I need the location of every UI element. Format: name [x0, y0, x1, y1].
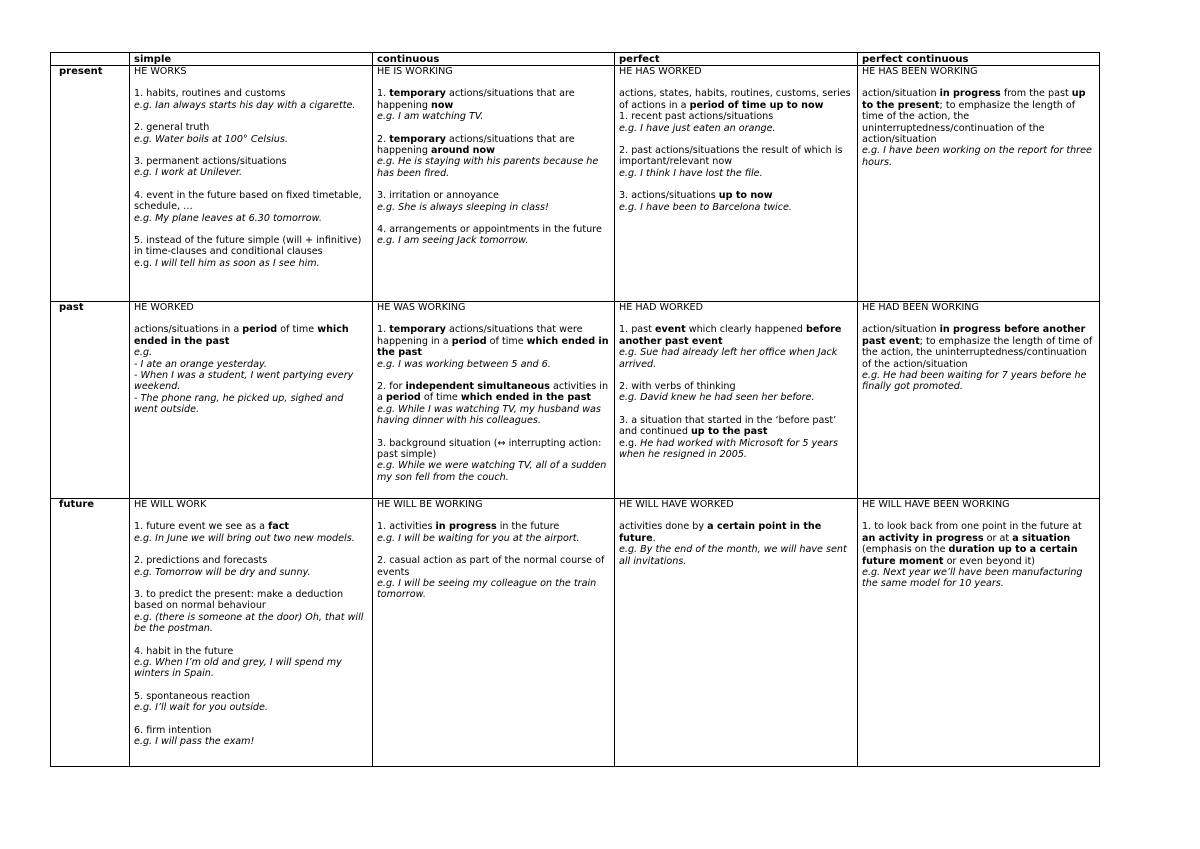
usage-block [377, 88, 610, 122]
example-text: I will tell him as soon as I see him. [152, 257, 320, 269]
usage-text: 3. a situation that started in the ‘before past’ and continued [619, 414, 837, 438]
usage-text: action/situation [862, 88, 940, 100]
tense-formula: HE WILL HAVE BEEN WORKING [862, 499, 1010, 510]
example-prefix: e.g. [619, 437, 638, 449]
usage-description [619, 415, 853, 438]
cell-present-perfect [615, 66, 858, 302]
tense-formula: HE WILL BE WORKING [377, 499, 483, 510]
example-sentence: e.g. I think I have lost the file. [619, 167, 763, 179]
example-sentence [619, 438, 853, 461]
keyword: up to the present [862, 88, 1086, 111]
usage-block [134, 725, 368, 748]
usage-block [377, 190, 610, 213]
usage-text: from the past [1000, 88, 1072, 100]
example-sentence [134, 258, 368, 269]
example-sentence: e.g. Tomorrow will be dry and sunny. [134, 566, 311, 578]
usage-text: of time [486, 335, 527, 347]
usage-description: 6. firm intention [134, 724, 212, 736]
keyword: now [431, 99, 454, 111]
cell-past-perfect-continuous [858, 302, 1100, 499]
usage-block [134, 88, 368, 111]
usage-text: or at [983, 532, 1013, 544]
example-sentence: e.g. While I was watching TV, my husband was having dinner with his colleagues. [377, 403, 601, 427]
cell-past-perfect [615, 302, 858, 499]
usage-block [377, 224, 610, 247]
usage-description [862, 324, 1095, 370]
usage-block [619, 415, 853, 461]
row-label-future: future [51, 499, 130, 767]
keyword: which ended in the past [377, 335, 609, 359]
usage-description [377, 381, 610, 404]
usage-description [619, 324, 853, 347]
tense-formula: HE WILL HAVE WORKED [619, 499, 734, 510]
example-sentence: e.g. I will be seeing my colleague on the train tomorrow. [377, 578, 597, 601]
keyword: period [385, 392, 421, 404]
usage-description: 4. habit in the future [134, 645, 234, 657]
usage-description: 2. past actions/situations the result of which is important/relevant now [619, 145, 843, 168]
keyword: duration up to a certain future moment [862, 544, 1078, 567]
usage-text: of time [420, 392, 461, 404]
example-sentence: e.g. He is staying with his parents because he has been fired. [377, 156, 599, 179]
keyword: a situation [1012, 532, 1071, 544]
usage-text: 1. to look back from one point in the future at [862, 521, 1082, 533]
usage-text: (emphasis on the [862, 544, 949, 556]
cell-future-simple [130, 499, 373, 767]
example-sentence: e.g. Sue had already left her office when Jack arrived. [619, 347, 838, 370]
usage-block [134, 691, 368, 714]
usage-block [862, 88, 1095, 168]
keyword: temporary [389, 324, 446, 336]
usage-description [134, 324, 368, 347]
usage-text: actions/situations that are happening [377, 133, 575, 157]
example-sentence: e.g. I am watching TV. [377, 111, 484, 123]
row-label-present: present [51, 66, 130, 302]
cell-present-perfect-continuous [858, 66, 1100, 302]
usage-description [377, 324, 610, 358]
usage-text: of time [277, 324, 318, 336]
usage-text: 2. [377, 133, 390, 145]
keyword: in progress [939, 88, 1001, 100]
column-header-perfect: perfect [615, 53, 858, 66]
tense-formula: HE WORKED [134, 302, 194, 313]
keyword: an activity in progress [862, 532, 984, 544]
usage-text: 3. actions/situations [619, 190, 719, 202]
example-sentence: e.g. I am seeing Jack tomorrow. [377, 235, 529, 247]
example-sentence: e.g. By the end of the month, we will have sent all invitations. [619, 544, 847, 567]
usage-text: . [652, 532, 656, 544]
tense-formula: HE WILL WORK [134, 499, 207, 510]
example-sentence: e.g. I work at Unilever. [134, 167, 243, 179]
keyword: independent simultaneous [405, 381, 550, 393]
keyword: period of time up to now [689, 99, 824, 111]
usage-text: which clearly happened [685, 324, 806, 336]
usage-text: action/situation [862, 324, 940, 336]
example-sentence: e.g. My plane leaves at 6.30 tomorrow. [134, 212, 322, 224]
usage-text: ; to emphasize the length of time of the action, the uninterruptedness/continuation of the action/situation [862, 99, 1076, 146]
usage-description: 3. permanent actions/situations [134, 156, 287, 168]
tense-formula: HE HAS WORKED [619, 66, 702, 77]
usage-description [619, 190, 853, 201]
cell-present-simple [130, 66, 373, 302]
usage-block [134, 646, 368, 680]
tense-formula: HE WORKS [134, 66, 187, 77]
usage-description: 2. casual action as part of the normal course of events [377, 555, 605, 578]
keyword: around now [431, 145, 495, 157]
example-sentence: e.g. I will be waiting for you at the airport. [377, 532, 580, 544]
usage-text: or even beyond it) [943, 555, 1035, 567]
usage-block [134, 521, 368, 544]
usage-block [134, 589, 368, 635]
usage-block [134, 235, 368, 269]
usage-text: ; to emphasize the length of time of the action, the uninterruptedness/continuation of the action/situation [862, 335, 1093, 370]
example-sentence: e.g. David knew he had seen her before. [619, 392, 815, 404]
usage-text: 1. activities [377, 521, 436, 533]
table-row-past [51, 302, 1100, 499]
example-sentence: e.g. Ian always starts his day with a cigarette. [134, 99, 356, 111]
usage-block [619, 88, 853, 134]
usage-description [377, 134, 610, 157]
cell-past-continuous [373, 302, 615, 499]
keyword: fact [268, 521, 289, 533]
usage-description: 3. background situation (↔ interrupting action: past simple) [377, 437, 602, 461]
example-sentence: e.g. I’ll wait for you outside. [134, 702, 268, 714]
keyword: period [451, 335, 487, 347]
keyword: which ended in the past [460, 392, 591, 404]
usage-description [619, 88, 853, 111]
example-sentence: e.g. I will pass the exam! [134, 736, 255, 748]
usage-block [134, 324, 368, 415]
example-sentence: e.g. When I’m old and grey, I will spend my winters in Spain. [134, 657, 342, 680]
tense-formula: HE WAS WORKING [377, 302, 466, 313]
usage-text: 1. past [619, 324, 655, 336]
keyword: event [654, 324, 686, 336]
usage-block [377, 134, 610, 180]
example-sentence: e.g. He had been waiting for 7 years before he finally got promoted. [862, 370, 1087, 393]
example-text: He had worked with Microsoft for 5 years when he resigned in 2005. [619, 437, 838, 461]
keyword: temporary [389, 88, 446, 100]
usage-text: 1. [377, 324, 390, 336]
usage-text: actions/situations that were happening in a [377, 324, 583, 347]
example-sentence: e.g. I was working between 5 and 6. [377, 358, 551, 370]
cell-present-continuous [373, 66, 615, 302]
usage-block [619, 190, 853, 213]
usage-description [377, 88, 610, 111]
usage-description: 4. arrangements or appointments in the future [377, 224, 602, 236]
example-sentence: e.g. In June we will bring out two new models. [134, 532, 355, 544]
example-sentence: e.g. While we were watching TV, all of a sudden my son fell from the couch. [377, 460, 607, 483]
usage-description [377, 521, 610, 532]
usage-text: activities in a [377, 381, 609, 404]
header-row [51, 53, 1100, 66]
keyword: period [242, 324, 278, 336]
usage-description: 1. recent past actions/situations [619, 111, 774, 123]
table-row-present [51, 66, 1100, 302]
usage-text: activities done by [619, 521, 708, 533]
table-row-future [51, 499, 1100, 767]
usage-description: 2. predictions and forecasts [134, 555, 268, 567]
usage-block [377, 521, 610, 544]
usage-description: 3. irritation or annoyance [377, 190, 499, 202]
example-sentence: e.g. I have been working on the report for three hours. [862, 145, 1092, 168]
example-sentence: e.g. (there is someone at the door) Oh, that will be the postman. [134, 611, 364, 635]
usage-text: 1. [377, 88, 390, 100]
usage-text: actions, states, habits, routines, customs, series of actions in a [619, 88, 851, 111]
usage-text: 1. future event we see as a [134, 521, 269, 533]
tense-formula: HE HAD BEEN WORKING [862, 302, 979, 313]
keyword: in progress [435, 521, 497, 533]
usage-description: 5. spontaneous reaction [134, 690, 251, 702]
usage-block [134, 555, 368, 578]
example-sentence: e.g. Next year we’ll have been manufacturing the same model for 10 years. [862, 567, 1083, 590]
usage-description [862, 521, 1095, 567]
usage-description [862, 88, 1095, 145]
example-sentence: e.g. I have been to Barcelona twice. [619, 201, 792, 213]
tense-table [50, 52, 1100, 767]
example-prefix: e.g. [134, 257, 153, 269]
tense-formula: HE HAS BEEN WORKING [862, 66, 978, 77]
example-sentence: - The phone rang, he picked up, sighed and went outside. [134, 392, 344, 416]
usage-block [377, 438, 610, 484]
usage-description: 3. to predict the present: make a deduction based on normal behaviour [134, 589, 344, 612]
keyword: up to the past [690, 426, 768, 438]
usage-block [377, 555, 610, 601]
keyword: temporary [389, 133, 446, 145]
keyword: before another past event [619, 324, 842, 347]
usage-block [619, 521, 853, 567]
example-sentence: - When I was a student, I went partying every weekend. [134, 370, 354, 393]
keyword: a certain point in the future [619, 521, 822, 544]
usage-description: 5. instead of the future simple (will + infinitive) in time-clauses and conditional clauses [134, 235, 362, 258]
tense-formula: HE IS WORKING [377, 66, 453, 77]
usage-description: 2. general truth [134, 122, 210, 134]
cell-past-simple [130, 302, 373, 499]
cell-future-perfect [615, 499, 858, 767]
usage-description [619, 521, 853, 544]
usage-block [862, 521, 1095, 589]
keyword: up to now [718, 190, 773, 202]
usage-block [134, 122, 368, 145]
usage-text: 2. for [377, 381, 406, 393]
usage-description: 2. with verbs of thinking [619, 381, 736, 393]
row-label-past: past [51, 302, 130, 499]
usage-block [377, 324, 610, 370]
usage-block [862, 324, 1095, 392]
usage-description [134, 521, 368, 532]
column-header-simple: simple [130, 53, 373, 66]
column-header-continuous: continuous [373, 53, 615, 66]
usage-block [619, 381, 853, 404]
usage-block [619, 324, 853, 370]
keyword: which ended in the past [134, 324, 349, 347]
cell-future-perfect-continuous [858, 499, 1100, 767]
usage-description: 4. event in the future based on fixed timetable, schedule, … [134, 189, 362, 213]
example-sentence: - I ate an orange yesterday. [134, 358, 267, 370]
usage-block [134, 190, 368, 224]
example-sentence: e.g. I have just eaten an orange. [619, 122, 776, 134]
usage-block [377, 381, 610, 427]
column-header-perfect-continuous: perfect continuous [858, 53, 1100, 66]
usage-text: actions/situations in a [134, 324, 243, 336]
example-sentence: e.g. Water boils at 100° Celsius. [134, 133, 288, 145]
tense-formula: HE HAD WORKED [619, 302, 703, 313]
usage-block [619, 145, 853, 179]
cell-future-continuous [373, 499, 615, 767]
corner-cell [51, 53, 130, 66]
usage-text: in the future [496, 521, 560, 533]
usage-text: actions/situations that are happening [377, 88, 575, 111]
example-sentence: e.g. She is always sleeping in class! [377, 201, 549, 213]
example-sentence: e.g. [134, 347, 153, 359]
usage-block [134, 156, 368, 179]
keyword: in progress before another past event [862, 324, 1086, 347]
usage-description: 1. habits, routines and customs [134, 88, 286, 100]
